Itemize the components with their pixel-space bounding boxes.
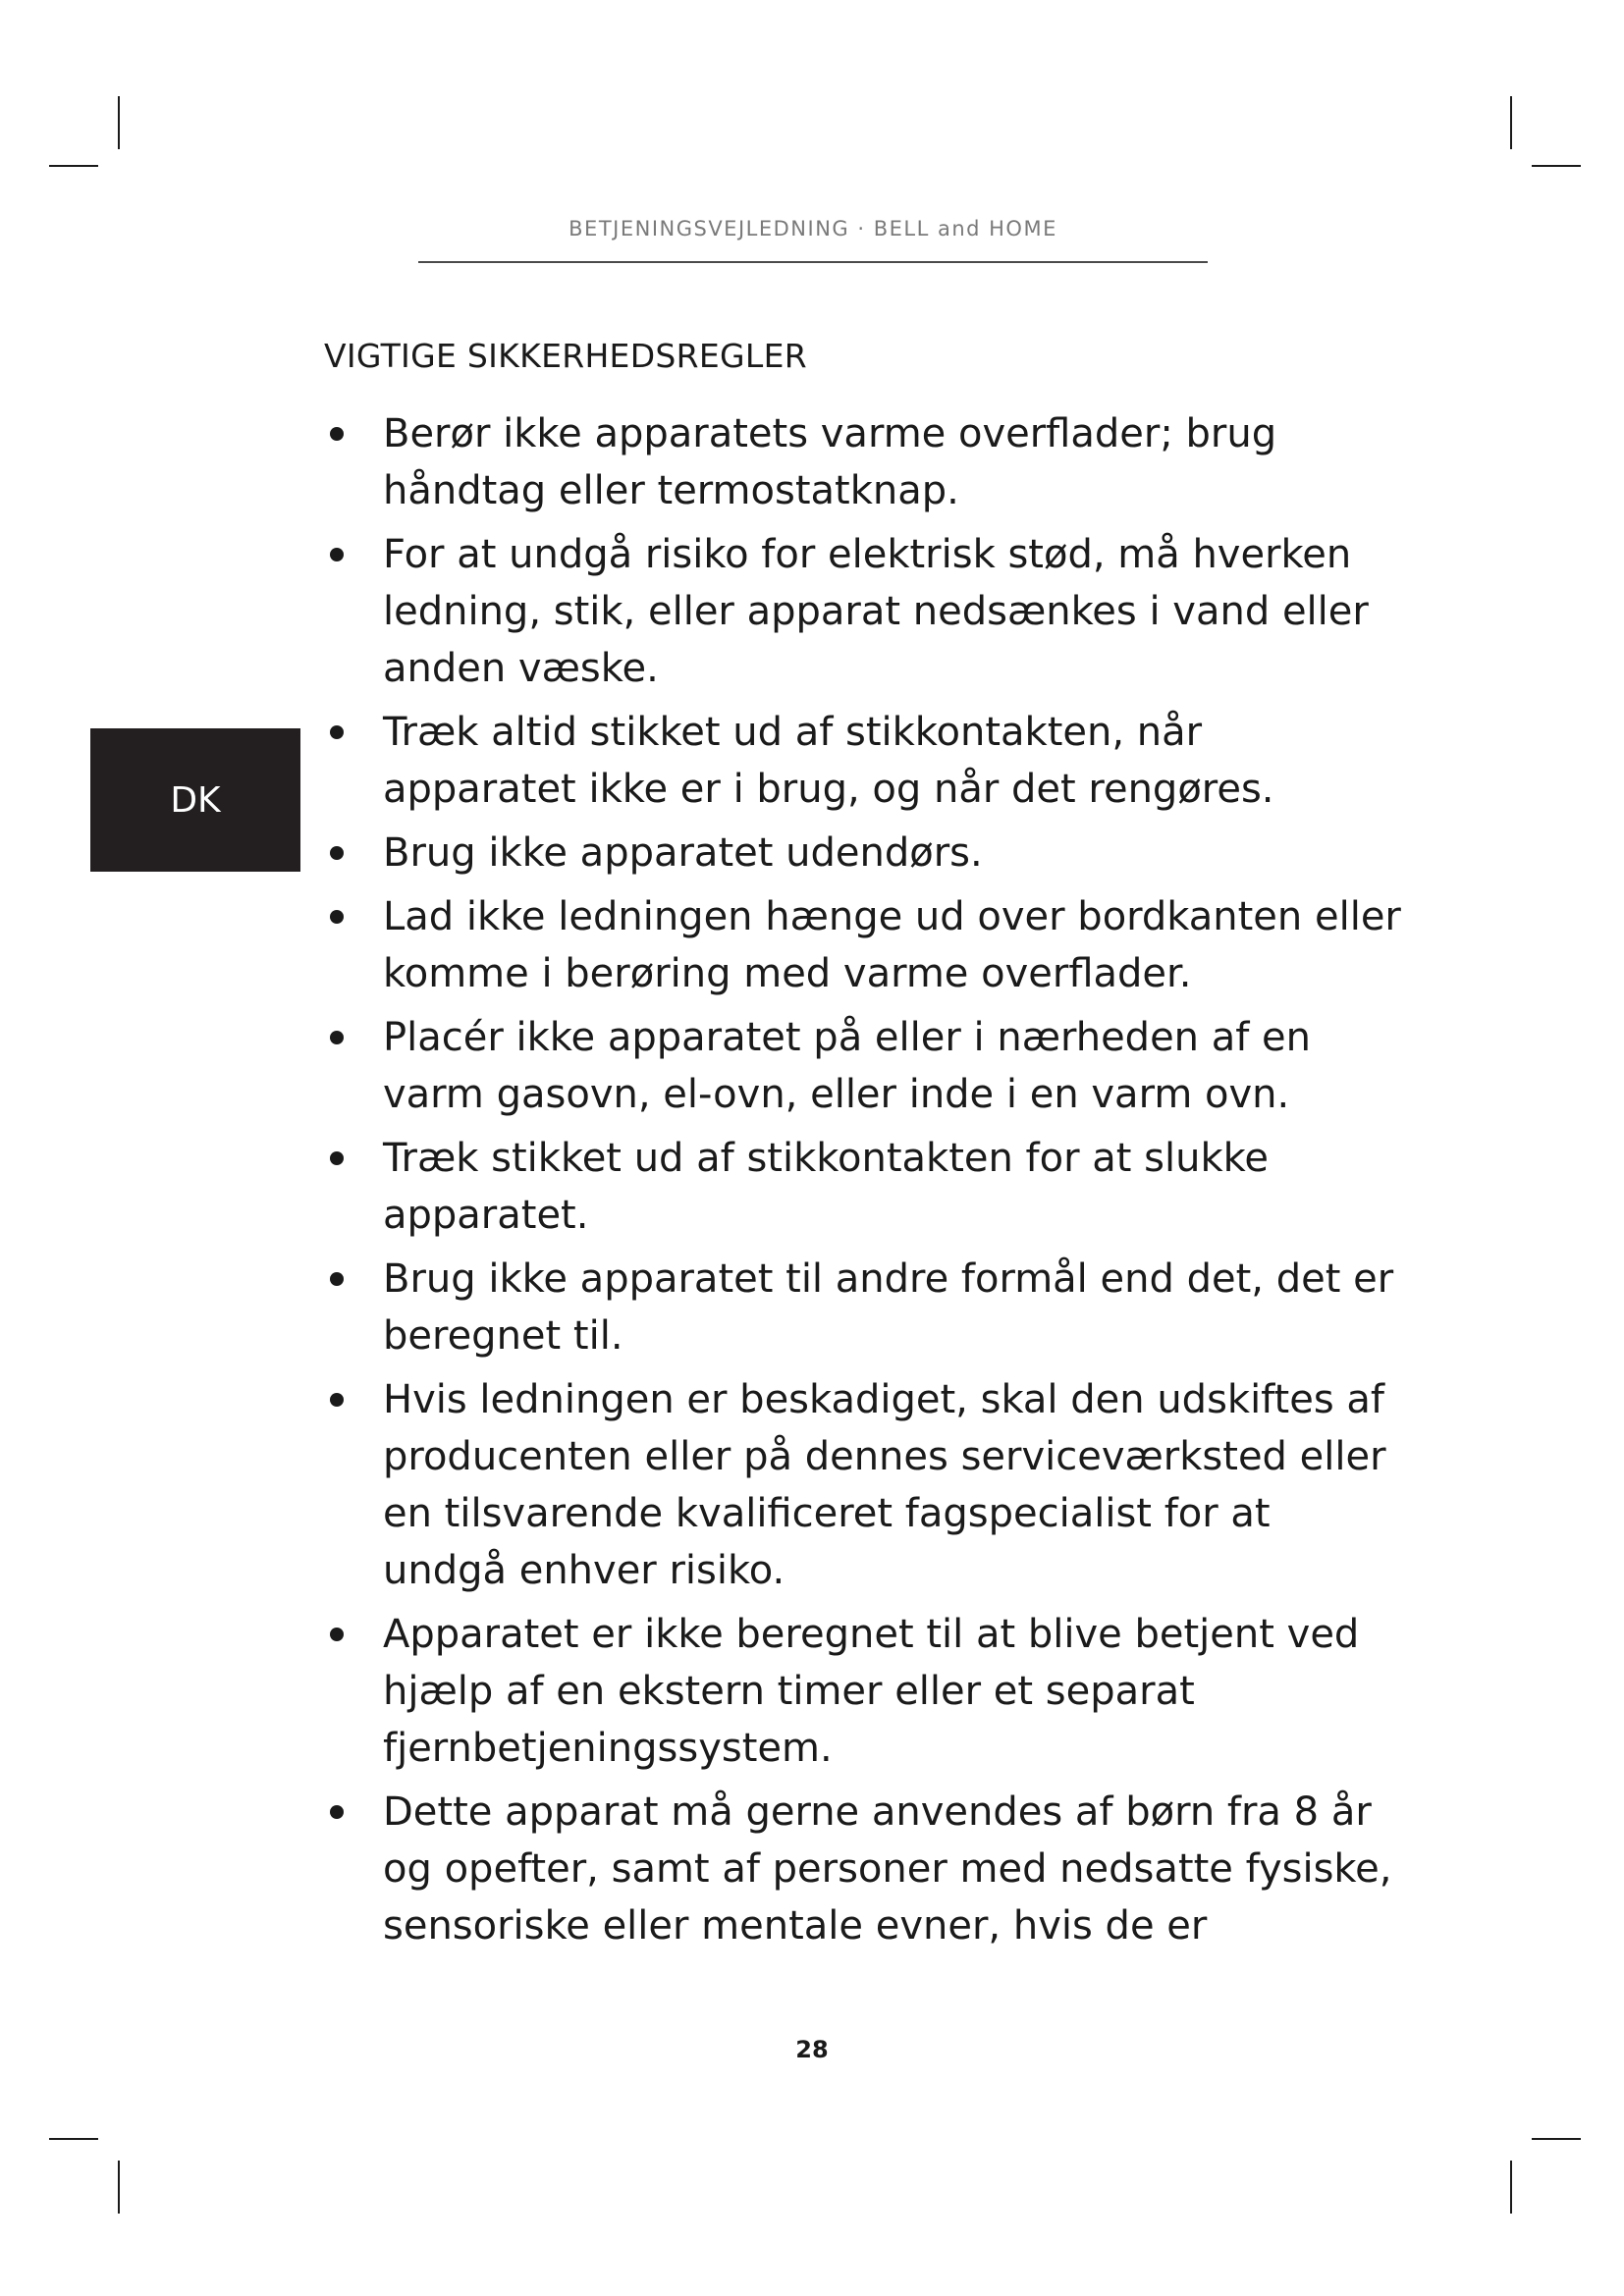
crop-mark-top-right-horizontal (1532, 165, 1581, 167)
list-item (324, 704, 1404, 818)
bullet-icon (330, 1393, 344, 1407)
list-item (324, 1130, 1404, 1244)
rule-text: Lad ikke ledningen hænge ud over bordkanten eller komme i berøring med varme overflader. (383, 894, 1401, 996)
safety-rules-list (324, 405, 1404, 1961)
bullet-icon (330, 910, 344, 924)
crop-mark-bottom-left-horizontal (49, 2138, 98, 2140)
list-item (324, 1251, 1404, 1364)
crop-mark-bottom-right-vertical (1510, 2161, 1512, 2214)
rule-text: Brug ikke apparatet til andre formål end det, det er beregnet til. (383, 1256, 1394, 1359)
header-rule (418, 261, 1208, 263)
page-number: 28 (795, 2036, 829, 2063)
crop-mark-top-left-horizontal (49, 165, 98, 167)
section-title: VIGTIGE SIKKERHEDSREGLER (324, 337, 807, 375)
rule-text: Hvis ledningen er beskadiget, skal den udskiftes af producenten eller på dennes serviceværksted eller en tilsvarende kvalificeret fagspecialist for at undgå enhver risiko. (383, 1377, 1386, 1593)
bullet-icon (330, 1031, 344, 1044)
bullet-icon (330, 427, 344, 441)
bullet-icon (330, 1151, 344, 1165)
list-item (324, 1371, 1404, 1599)
bullet-icon (330, 725, 344, 739)
crop-mark-top-right-vertical (1510, 96, 1512, 149)
bullet-icon (330, 846, 344, 860)
crop-mark-bottom-left-vertical (118, 2161, 120, 2214)
rule-text: For at undgå risiko for elektrisk stød, må hverken ledning, stik, eller apparat nedsænkes i vand eller anden væske. (383, 532, 1369, 691)
running-header: BETJENINGSVEJLEDNING · BELL and HOME (568, 217, 1057, 240)
list-item (324, 1606, 1404, 1777)
list-item (324, 888, 1404, 1002)
rule-text: Brug ikke apparatet udendørs. (383, 830, 983, 876)
rule-text: Træk stikket ud af stikkontakten for at slukke apparatet. (383, 1136, 1269, 1238)
list-item (324, 1784, 1404, 1954)
rule-text: Berør ikke apparatets varme overflader; brug håndtag eller termostatknap. (383, 411, 1277, 513)
crop-mark-bottom-right-horizontal (1532, 2138, 1581, 2140)
rule-text: Placér ikke apparatet på eller i nærheden af en varm gasovn, el-ovn, eller inde i en varm ovn. (383, 1015, 1312, 1117)
language-tab (90, 728, 300, 872)
bullet-icon (330, 1628, 344, 1641)
bullet-icon (330, 1272, 344, 1286)
bullet-icon (330, 1805, 344, 1819)
list-item (324, 526, 1404, 697)
crop-mark-top-left-vertical (118, 96, 120, 149)
bullet-icon (330, 548, 344, 561)
rule-text: Dette apparat må gerne anvendes af børn fra 8 år og opefter, samt af personer med nedsatte fysiske, sensoriske eller mentale evner, hvis de er (383, 1789, 1392, 1949)
list-item (324, 825, 1404, 881)
language-tab-label: DK (170, 779, 221, 821)
list-item (324, 1009, 1404, 1123)
rule-text: Træk altid stikket ud af stikkontakten, når apparatet ikke er i brug, og når det rengøres. (383, 710, 1274, 812)
rule-text: Apparatet er ikke beregnet til at blive betjent ved hjælp af en ekstern timer eller et separat fjernbetjeningssystem. (383, 1612, 1360, 1771)
list-item (324, 405, 1404, 519)
